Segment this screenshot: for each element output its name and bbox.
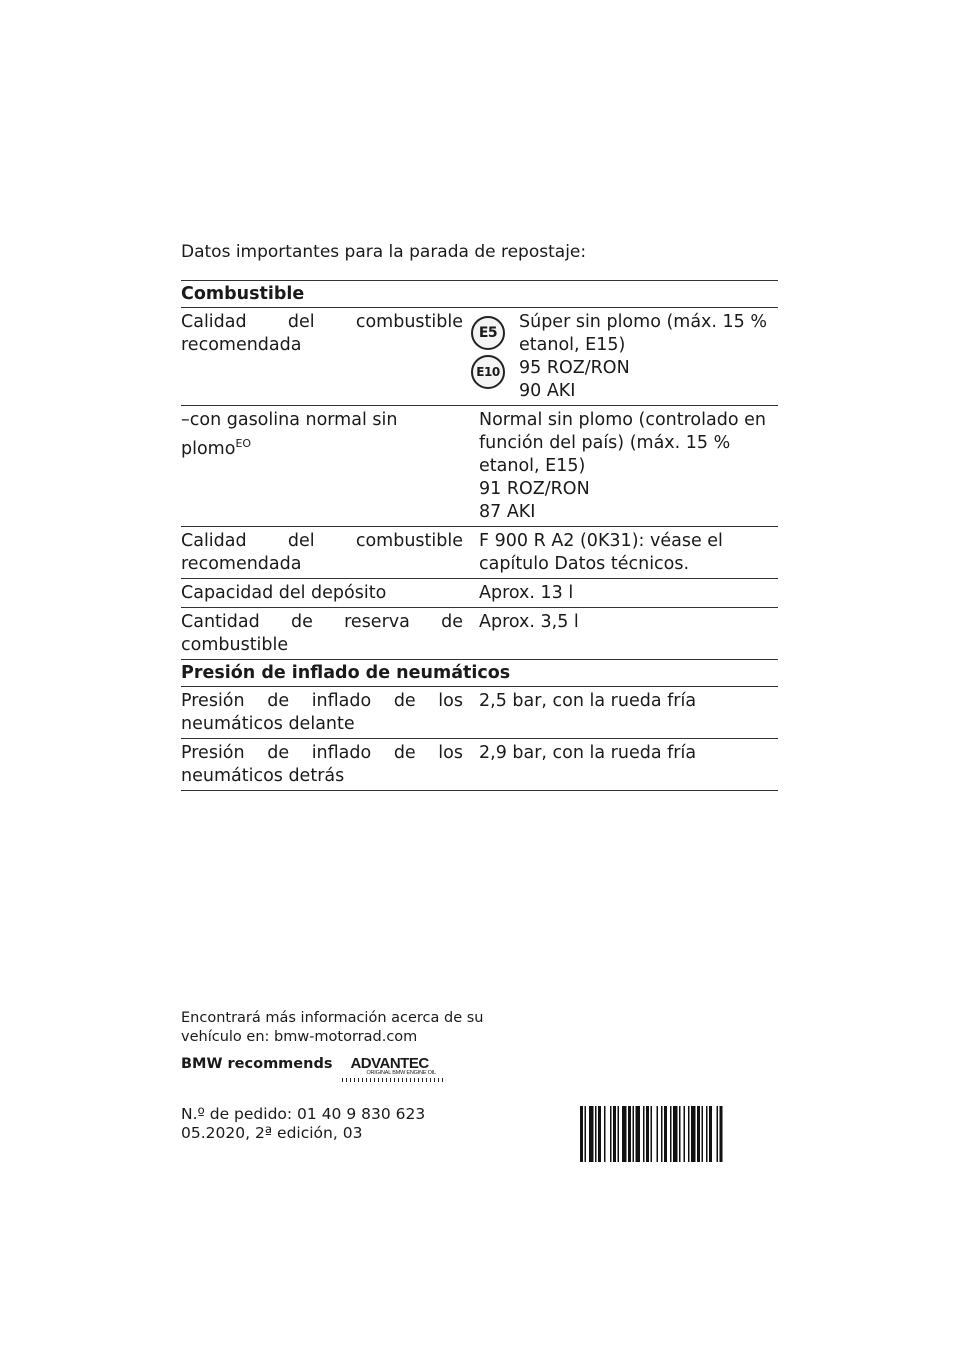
value-line: 2,9 bar, con la rueda fría <box>479 743 697 763</box>
row-value <box>471 608 778 659</box>
table-row <box>181 739 778 791</box>
table-row <box>181 687 778 739</box>
recommends-label: BMW recommends <box>181 1056 333 1072</box>
e5-fuel-icon: E5 <box>471 316 505 350</box>
refuel-data-table <box>181 280 778 791</box>
value-line: 91 ROZ/RON <box>479 479 590 499</box>
advantec-logo <box>342 1056 446 1082</box>
barcode-icon <box>580 1106 776 1162</box>
e10-fuel-icon: E10 <box>471 355 505 389</box>
order-number: N.º de pedido: 01 40 9 830 623 <box>181 1105 426 1123</box>
section-heading-fuel <box>181 281 778 308</box>
row-value <box>471 687 778 738</box>
row-label: Calidad del combustible recomendada <box>181 312 463 355</box>
table-row <box>181 579 778 608</box>
value-line: 95 ROZ/RON <box>519 358 630 378</box>
more-info-text: Encontrará más información acerca de su vehículo en: bmw-motorrad.com <box>181 1010 484 1045</box>
row-label: Capacidad del depósito <box>181 583 387 603</box>
section-heading-tyres <box>181 660 778 687</box>
row-value <box>471 579 778 607</box>
row-label: Presión de inflado de los neumáticos delante <box>181 691 463 734</box>
advantec-stripes-icon <box>342 1078 446 1082</box>
row-value <box>471 739 778 790</box>
value-line: 90 AKI <box>519 381 576 401</box>
row-label: Cantidad de reserva de combustible <box>181 612 463 655</box>
row-value <box>471 308 778 405</box>
edition-info: 05.2020, 2ª edición, 03 <box>181 1124 363 1142</box>
table-row <box>181 608 778 660</box>
value-line: 2,5 bar, con la rueda fría <box>479 691 697 711</box>
value-line: Súper sin plomo (máx. 15 % etanol, E15) <box>519 312 767 355</box>
row-value <box>471 527 778 578</box>
row-label: Calidad del combustible recomendada <box>181 531 463 574</box>
tyre-heading: Presión de inflado de neumáticos <box>181 663 511 683</box>
fuel-heading: Combustible <box>181 284 305 304</box>
advantec-brand: ADVANTEC <box>350 1055 429 1072</box>
table-row <box>181 308 778 406</box>
table-row <box>181 527 778 579</box>
table-row <box>181 406 778 527</box>
row-value <box>471 406 778 526</box>
bmw-recommends <box>181 1056 446 1082</box>
value-line: Aprox. 13 l <box>479 583 574 603</box>
value-line: F 900 R A2 (0K31): véase el capítulo Datos técnicos. <box>479 531 723 574</box>
fuel-badges <box>471 316 509 394</box>
row-label: Presión de inflado de los neumáticos detrás <box>181 743 463 786</box>
row-label: –con gasolina normal sin plomo$^{EO}$ <box>181 410 398 459</box>
value-line: Aprox. 3,5 l <box>479 612 579 632</box>
advantec-subtitle: ORIGINAL BMW ENGINE OIL <box>366 1070 436 1076</box>
value-line: Normal sin plomo (controlado en función del país) (máx. 15 % etanol, E15) <box>479 410 766 476</box>
value-line: 87 AKI <box>479 502 536 522</box>
order-info <box>181 1105 425 1143</box>
footnote-marker: EO <box>235 437 252 450</box>
intro-text: Datos importantes para la parada de repostaje: <box>181 242 587 262</box>
